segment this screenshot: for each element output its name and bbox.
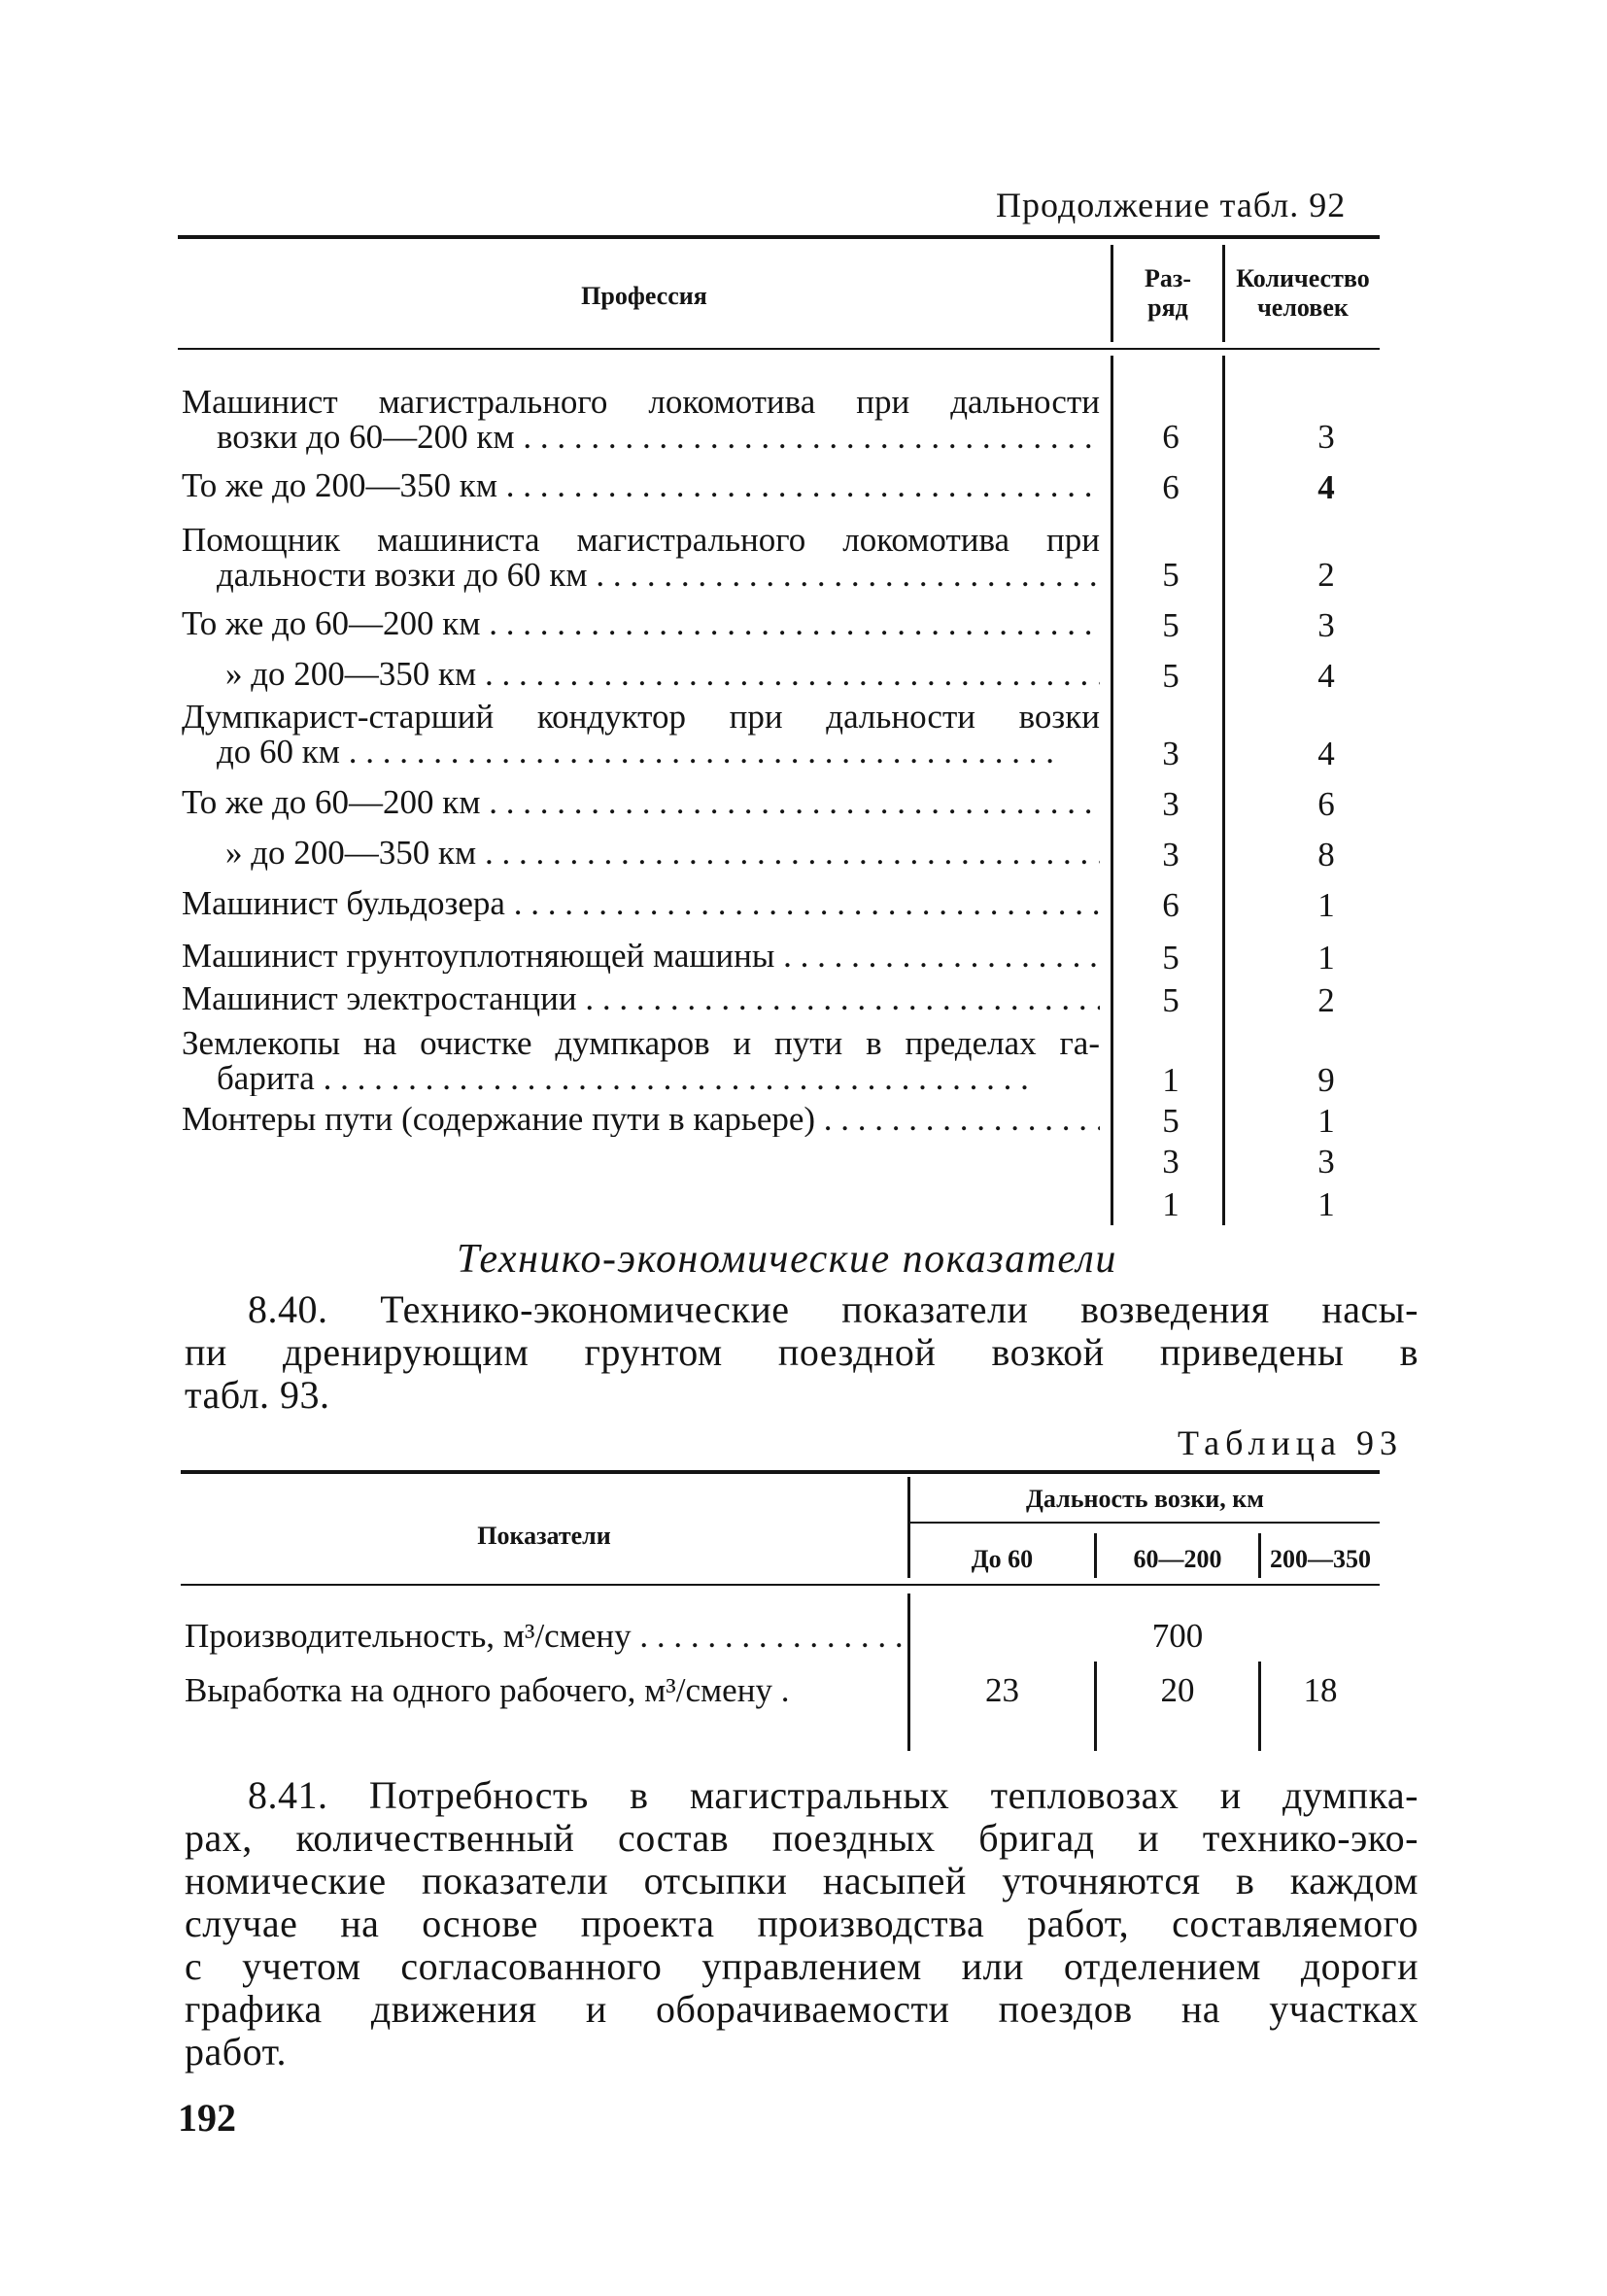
row-text-line1: Помощник машиниста магистрального локомотива при bbox=[182, 521, 1100, 559]
row-text-line1: То же до 60—200 км . . . bbox=[182, 606, 1100, 641]
table-row bbox=[182, 657, 1100, 692]
row-count: 4 bbox=[1317, 468, 1335, 506]
row-count: 2 bbox=[1317, 981, 1335, 1019]
row-count: 2 bbox=[1317, 556, 1335, 594]
table-row bbox=[182, 981, 1100, 1016]
table92-caption: Продолжение табл. 92 bbox=[996, 186, 1347, 224]
row-count: 4 bbox=[1317, 735, 1335, 772]
row-grade: 5 bbox=[1162, 939, 1180, 977]
table-row bbox=[182, 785, 1100, 820]
row-count: 6 bbox=[1317, 785, 1335, 823]
row-text-line2: барита . . . bbox=[182, 1061, 1100, 1096]
row-grade: 3 bbox=[1162, 785, 1180, 823]
table92-body-divider-2 bbox=[1222, 356, 1225, 1225]
table-row bbox=[182, 468, 1100, 503]
table93-header-col1: До 60 bbox=[971, 1545, 1034, 1573]
table92-top-rule bbox=[178, 235, 1380, 239]
row-text-line1: Машинист бульдозера . . . bbox=[182, 886, 1100, 921]
row-text-line1: Монтеры пути (содержание пути в карьере) . . . bbox=[182, 1102, 1100, 1137]
row-count: 9 bbox=[1317, 1061, 1335, 1099]
row-text-line1: Думпкарист-старший кондуктор при дальности возки bbox=[182, 698, 1100, 736]
table-row bbox=[182, 1026, 1100, 1096]
row-text-line2: до 60 км . . . bbox=[182, 735, 1100, 770]
row-grade: 1 bbox=[1162, 1185, 1180, 1223]
table93-header-col3: 200—350 bbox=[1270, 1545, 1371, 1573]
table92-body-divider-1 bbox=[1111, 356, 1113, 1225]
table93-value-col3: 18 bbox=[1303, 1671, 1338, 1709]
row-text-line1: » до 200—350 км . . . bbox=[225, 657, 1100, 692]
row-grade: 3 bbox=[1162, 836, 1180, 874]
table92-header-profession: Профессия bbox=[581, 282, 707, 310]
table92-header-grade-line2: ряд bbox=[1147, 293, 1188, 322]
paragraph-8-41 bbox=[185, 1774, 1419, 2073]
section-title: Технико-экономические показатели bbox=[457, 1237, 1117, 1282]
row-text-line1: Землекопы на очистке думпкаров и пути в пределах га- bbox=[182, 1024, 1100, 1062]
table-row bbox=[182, 836, 1100, 871]
table93-caption: Таблица 93 bbox=[1178, 1423, 1403, 1462]
table-row: Производительность, м³/смену . . . bbox=[185, 1617, 904, 1656]
row-label: Выработка на одного рабочего, м³/смену bbox=[185, 1671, 772, 1709]
paragraph-line: номические показатели отсыпки насыпей уточняются в каждом bbox=[185, 1859, 1419, 1902]
row-grade: 5 bbox=[1162, 981, 1180, 1019]
paragraph-line: табл. 93. bbox=[185, 1373, 330, 1417]
row-grade: 5 bbox=[1162, 556, 1180, 594]
table-row bbox=[182, 886, 1100, 921]
paragraph-line: графика движения и оборачиваемости поездов на участках bbox=[185, 1987, 1419, 2031]
table-row bbox=[182, 385, 1100, 455]
table93-header-rule bbox=[181, 1584, 1380, 1586]
row-text-line2: дальности возки до 60 км . . . bbox=[182, 558, 1100, 593]
row-count: 3 bbox=[1317, 418, 1335, 456]
row-text-line1: Машинист грунтоуплотняющей машины . . . bbox=[182, 939, 1100, 974]
paragraph-line: работ. bbox=[185, 2030, 288, 2073]
table93-top-rule bbox=[181, 1470, 1380, 1474]
row-count: 1 bbox=[1317, 886, 1335, 924]
table93-header-distance: Дальность возки, км bbox=[1026, 1485, 1264, 1513]
table-row: Выработка на одного рабочего, м³/смену . bbox=[185, 1671, 790, 1709]
table93-value-col1: 23 bbox=[985, 1671, 1019, 1709]
row-grade: 3 bbox=[1162, 1143, 1180, 1181]
row-count: 1 bbox=[1317, 1102, 1335, 1140]
table93-header-indicators: Показатели bbox=[477, 1522, 611, 1550]
row-grade: 6 bbox=[1162, 418, 1180, 456]
table-row bbox=[182, 606, 1100, 641]
table-row bbox=[182, 1102, 1100, 1137]
table-row bbox=[182, 523, 1100, 593]
row-grade: 6 bbox=[1162, 468, 1180, 506]
paragraph-line: с учетом согласованного управлением или отделением дороги bbox=[185, 1944, 1419, 1988]
paragraph-8-40 bbox=[185, 1288, 1419, 1417]
paragraph-line: случае на основе проекта производства работ, составляемого bbox=[185, 1902, 1419, 1945]
paragraph-line: рах, количественный состав поездных бригад и технико-эко- bbox=[185, 1816, 1419, 1860]
row-count: 3 bbox=[1317, 606, 1335, 644]
row-text-line1: То же до 60—200 км . . . bbox=[182, 785, 1100, 820]
row-count: 8 bbox=[1317, 836, 1335, 874]
paragraph-line: 8.40. Технико-экономические показатели возведения насы- bbox=[248, 1287, 1419, 1331]
table-row bbox=[182, 700, 1100, 770]
row-text-line1: Машинист электростанции . . . bbox=[182, 981, 1100, 1016]
row-grade: 3 bbox=[1162, 735, 1180, 772]
page-number: 192 bbox=[178, 2096, 236, 2140]
table93-header-col2: 60—200 bbox=[1133, 1545, 1222, 1573]
row-text-line1: » до 200—350 км . . . bbox=[225, 836, 1100, 871]
row-count: 1 bbox=[1317, 1185, 1335, 1223]
paragraph-line: пи дренирующим грунтом поездной возкой приведены в bbox=[185, 1330, 1419, 1374]
row-count: 4 bbox=[1317, 657, 1335, 695]
table93-value-col2: 20 bbox=[1160, 1671, 1195, 1709]
table92-header-count-line1: Количество bbox=[1236, 264, 1370, 292]
row-grade: 6 bbox=[1162, 886, 1180, 924]
row-text-line1: То же до 200—350 км . . . bbox=[182, 468, 1100, 503]
row-count: 1 bbox=[1317, 939, 1335, 977]
table93-subheader-rule bbox=[908, 1522, 1380, 1524]
paragraph-line: 8.41. Потребность в магистральных тепловозах и думпка- bbox=[248, 1773, 1419, 1817]
row-text-line2: возки до 60—200 км . . . bbox=[182, 420, 1100, 455]
table93-merged-value: 700 bbox=[1151, 1617, 1204, 1655]
table92-header-count-line2: человек bbox=[1257, 293, 1349, 322]
row-grade: 5 bbox=[1162, 1102, 1180, 1140]
table92-header-rule bbox=[178, 348, 1380, 350]
row-text-line1: Машинист магистрального локомотива при дальности bbox=[182, 383, 1100, 421]
row-count: 3 bbox=[1317, 1143, 1335, 1181]
table92-header-grade-line1: Раз- bbox=[1145, 264, 1191, 292]
row-grade: 5 bbox=[1162, 606, 1180, 644]
row-grade: 5 bbox=[1162, 657, 1180, 695]
row-grade: 1 bbox=[1162, 1061, 1180, 1099]
table-row bbox=[182, 939, 1100, 974]
